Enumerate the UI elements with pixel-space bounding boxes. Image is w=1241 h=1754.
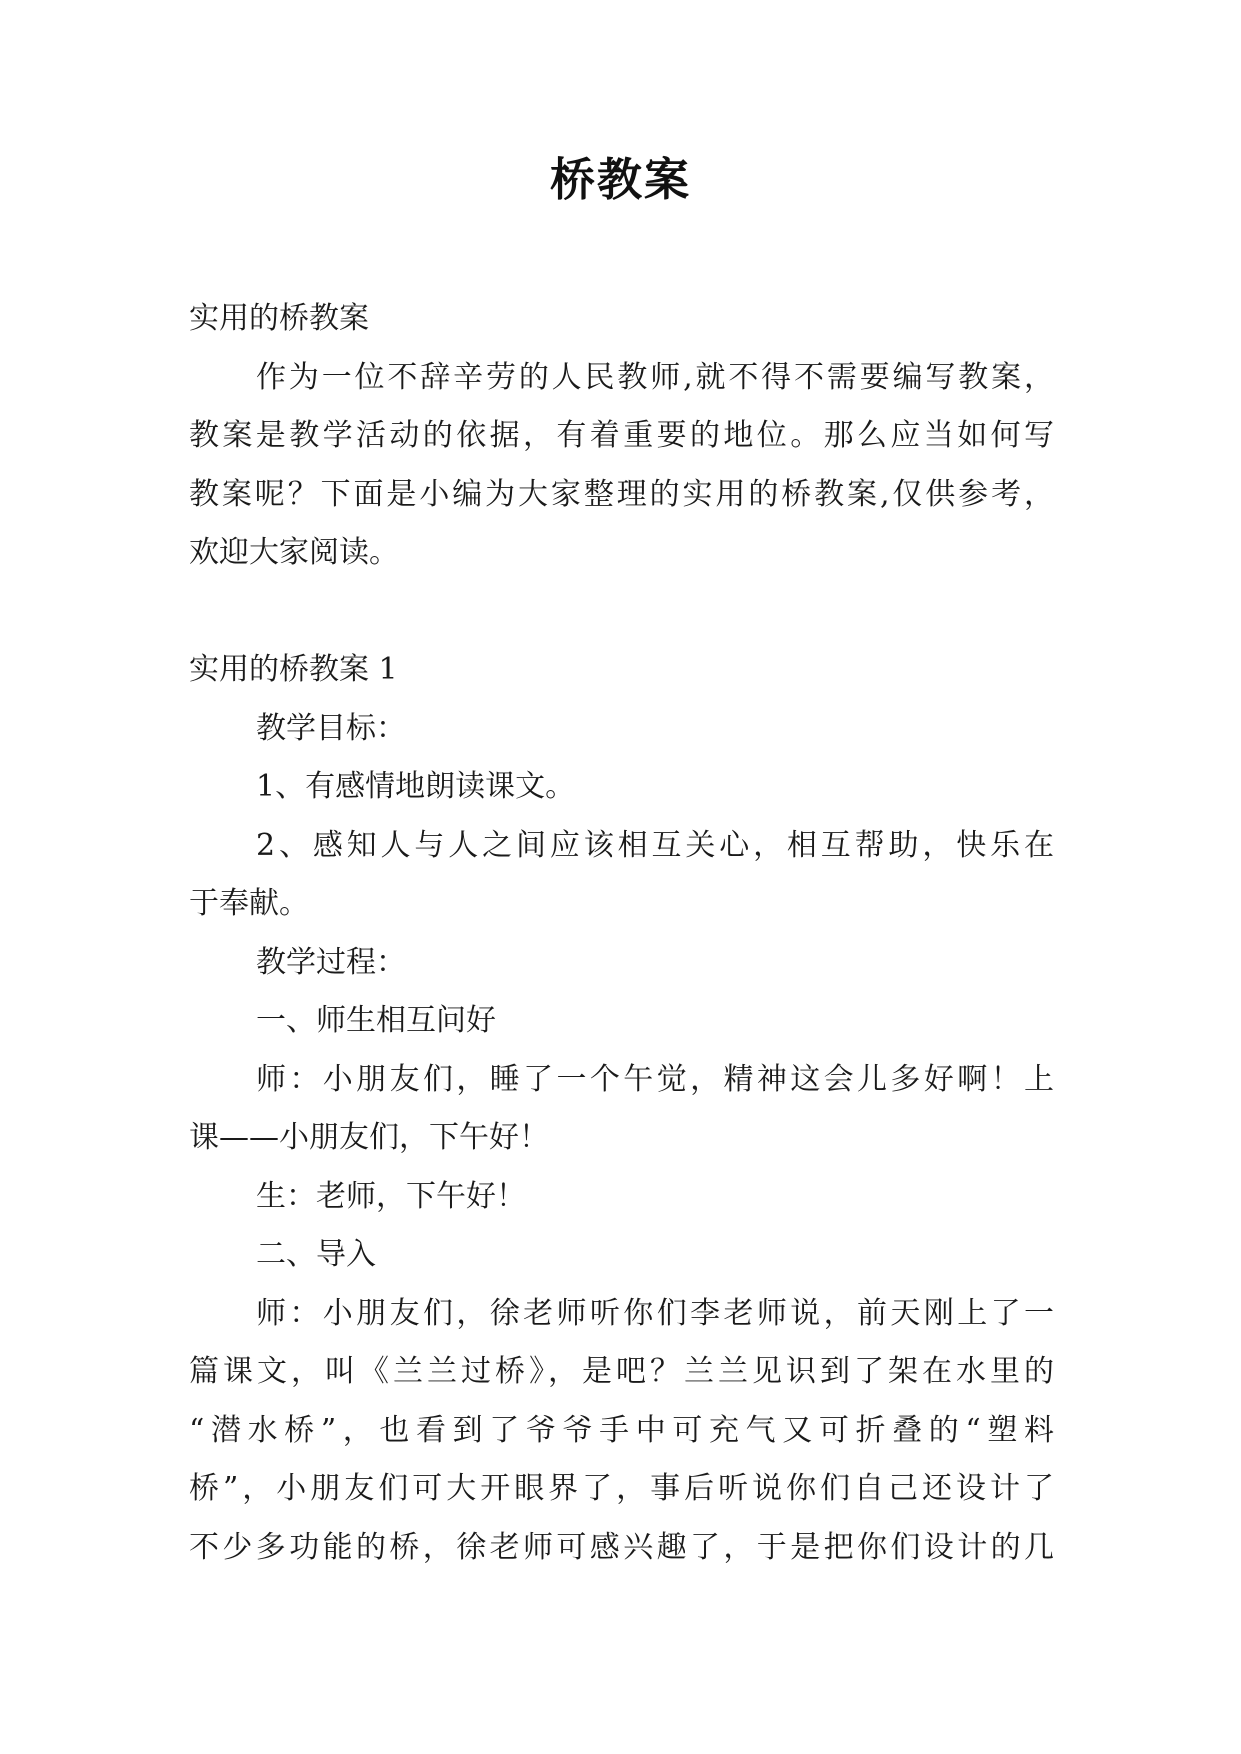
paragraph-line: “潜水桥”，也看到了爷爷手中可充气又可折叠的“塑料 <box>189 1412 1054 1448</box>
paragraph-line: 不少多功能的桥，徐老师可感兴趣了，于是把你们设计的几 <box>189 1529 1054 1565</box>
paragraph-line: 桥”，小朋友们可大开眼界了，事后听说你们自己还设计了 <box>189 1471 1054 1506</box>
document-body <box>189 290 1054 1577</box>
paragraph-line: 师：小朋友们，徐老师听你们李老师说，前天刚上了一 <box>256 1295 1054 1331</box>
document-title: 桥教案 <box>549 153 691 206</box>
intro-line: 作为一位不辞辛劳的人民教师,就不得不需要编写教案， <box>256 359 1054 395</box>
paragraph-line: 篇课文，叫《兰兰过桥》，是吧？兰兰见识到了架在水里的 <box>189 1354 1054 1389</box>
paragraph-line: 一、师生相互问好 <box>256 1003 496 1038</box>
paragraph-line: 生：老师，下午好！ <box>256 1178 526 1214</box>
intro-line: 欢迎大家阅读。 <box>189 535 399 570</box>
subtitle: 实用的桥教案 <box>189 301 369 336</box>
paragraph-line: 课——小朋友们，下午好！ <box>189 1120 549 1155</box>
paragraph-line: 1、有感情地朗读课文。 <box>256 769 576 804</box>
paragraph-line: 教学目标： <box>256 710 406 746</box>
intro-line: 教案是教学活动的依据，有着重要的地位。那么应当如何写 <box>189 418 1054 453</box>
intro-line: 教案呢？下面是小编为大家整理的实用的桥教案,仅供参考， <box>189 476 1054 512</box>
paragraph-line: 二、导入 <box>256 1237 376 1272</box>
paragraph-line: 于奉献。 <box>189 886 309 921</box>
blank-line <box>189 583 1054 642</box>
paragraph-line: 教学过程： <box>256 944 406 980</box>
section-heading: 实用的桥教案 1 <box>189 652 398 687</box>
paragraph-line: 师：小朋友们，睡了一个午觉，精神这会儿多好啊！上 <box>256 1061 1054 1097</box>
paragraph-line: 2、感知人与人之间应该相互关心，相互帮助，快乐在 <box>256 827 1054 863</box>
